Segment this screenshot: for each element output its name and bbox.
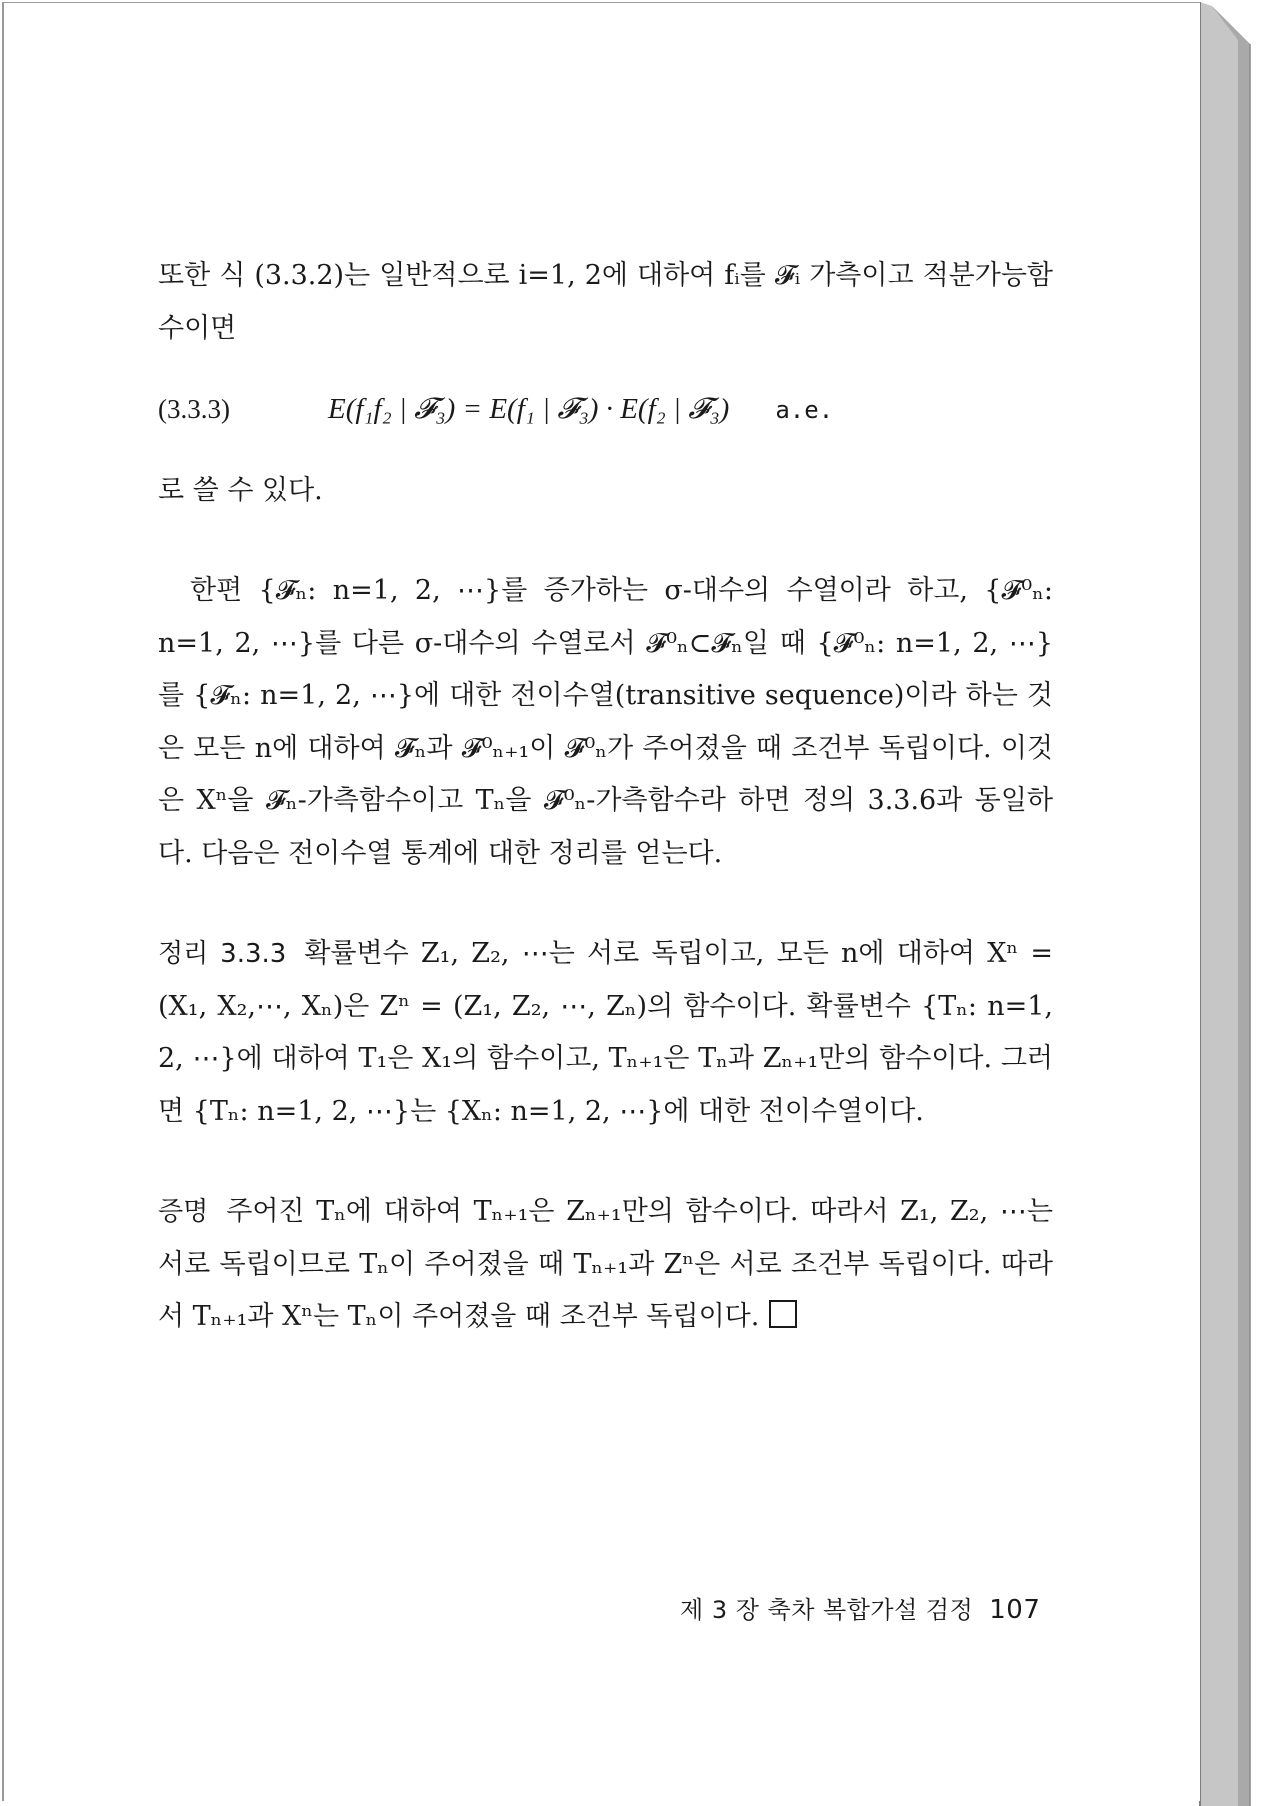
equation-tag: a.e. [775,396,834,424]
proof [158,1186,1053,1344]
proof-body: 주어진 Tₙ에 대하여 Tₙ₊₁은 Zₙ₊₁만의 함수이다. 따라서 Z₁, Z₂, ⋯는 서로 독립이므로 Tₙ이 주어졌을 때 Tₙ₊₁과 Zⁿ은 서로 조건부 독립이다. 따라서 Tₙ₊₁과 Xⁿ는 Tₙ이 주어졌을 때 조건부 독립이다. [158,1196,1053,1332]
equation-3-3-3 [158,383,1053,437]
page-footer [680,1590,1040,1625]
qed-square-icon [769,1300,797,1328]
page-content [158,250,1053,1344]
theorem-label: 정리 3.3.3 [158,939,287,969]
paragraph-intro: 또한 식 (3.3.2)는 일반적으로 i=1, 2에 대하여 fᵢ를 𝓕ᵢ 가측이고 적분가능함수이면 [158,260,1053,344]
theorem-3-3-3 [158,928,1053,1138]
equation-number: (3.3.3) [158,394,230,424]
paragraph-transitive-sequence: 한편 {𝓕ₙ: n=1, 2, ⋯}를 증가하는 σ-대수의 수열이라 하고, {𝓕⁰ₙ: n=1, 2, ⋯}를 다른 σ-대수의 수열로서 𝓕⁰ₙ⊂𝓕ₙ일 때 {𝓕⁰ₙ: n=1, 2, ⋯}를 {𝓕ₙ: n=1, 2, ⋯}에 대한 전이수열(transitive sequence)이라 하는 것은 모든 n에 대하여 𝓕ₙ과 𝓕⁰ₙ₊₁이 𝓕⁰ₙ가 주어졌을 때 조건부 독립이다. 이것은 Xⁿ을 𝓕ₙ-가측함수이고 Tₙ을 𝓕⁰ₙ-가측함수라 하면 정의 3.3.6과 동일하다. 다음은 전이수열 통계에 대한 정리를 얻는다. [158,575,1053,869]
page-number: 107 [989,1595,1041,1625]
equation-body: E(f₁f₂ | 𝓕₃) = E(f₁ | 𝓕₃) · E(f₂ | 𝓕₃) [328,393,730,425]
proof-label: 증명 [158,1197,209,1227]
paragraph-conclusion: 로 쓸 수 있다. [158,474,323,506]
theorem-body: 확률변수 Z₁, Z₂, ⋯는 서로 독립이고, 모든 n에 대하여 Xⁿ = (X₁, X₂,⋯, Xₙ)은 Zⁿ = (Z₁, Z₂, ⋯, Zₙ)의 함수이다. 확률변수 {Tₙ: n=1, 2, ⋯}에 대하여 T₁은 X₁의 함수이고, Tₙ₊₁은 Tₙ과 Zₙ₊₁만의 함수이다. 그러면 {Tₙ: n=1, 2, ⋯}는 {Xₙ: n=1, 2, ⋯}에 대한 전이수열이다. [158,938,1053,1127]
chapter-title: 제 3 장 축차 복합가설 검정 [680,1596,974,1624]
